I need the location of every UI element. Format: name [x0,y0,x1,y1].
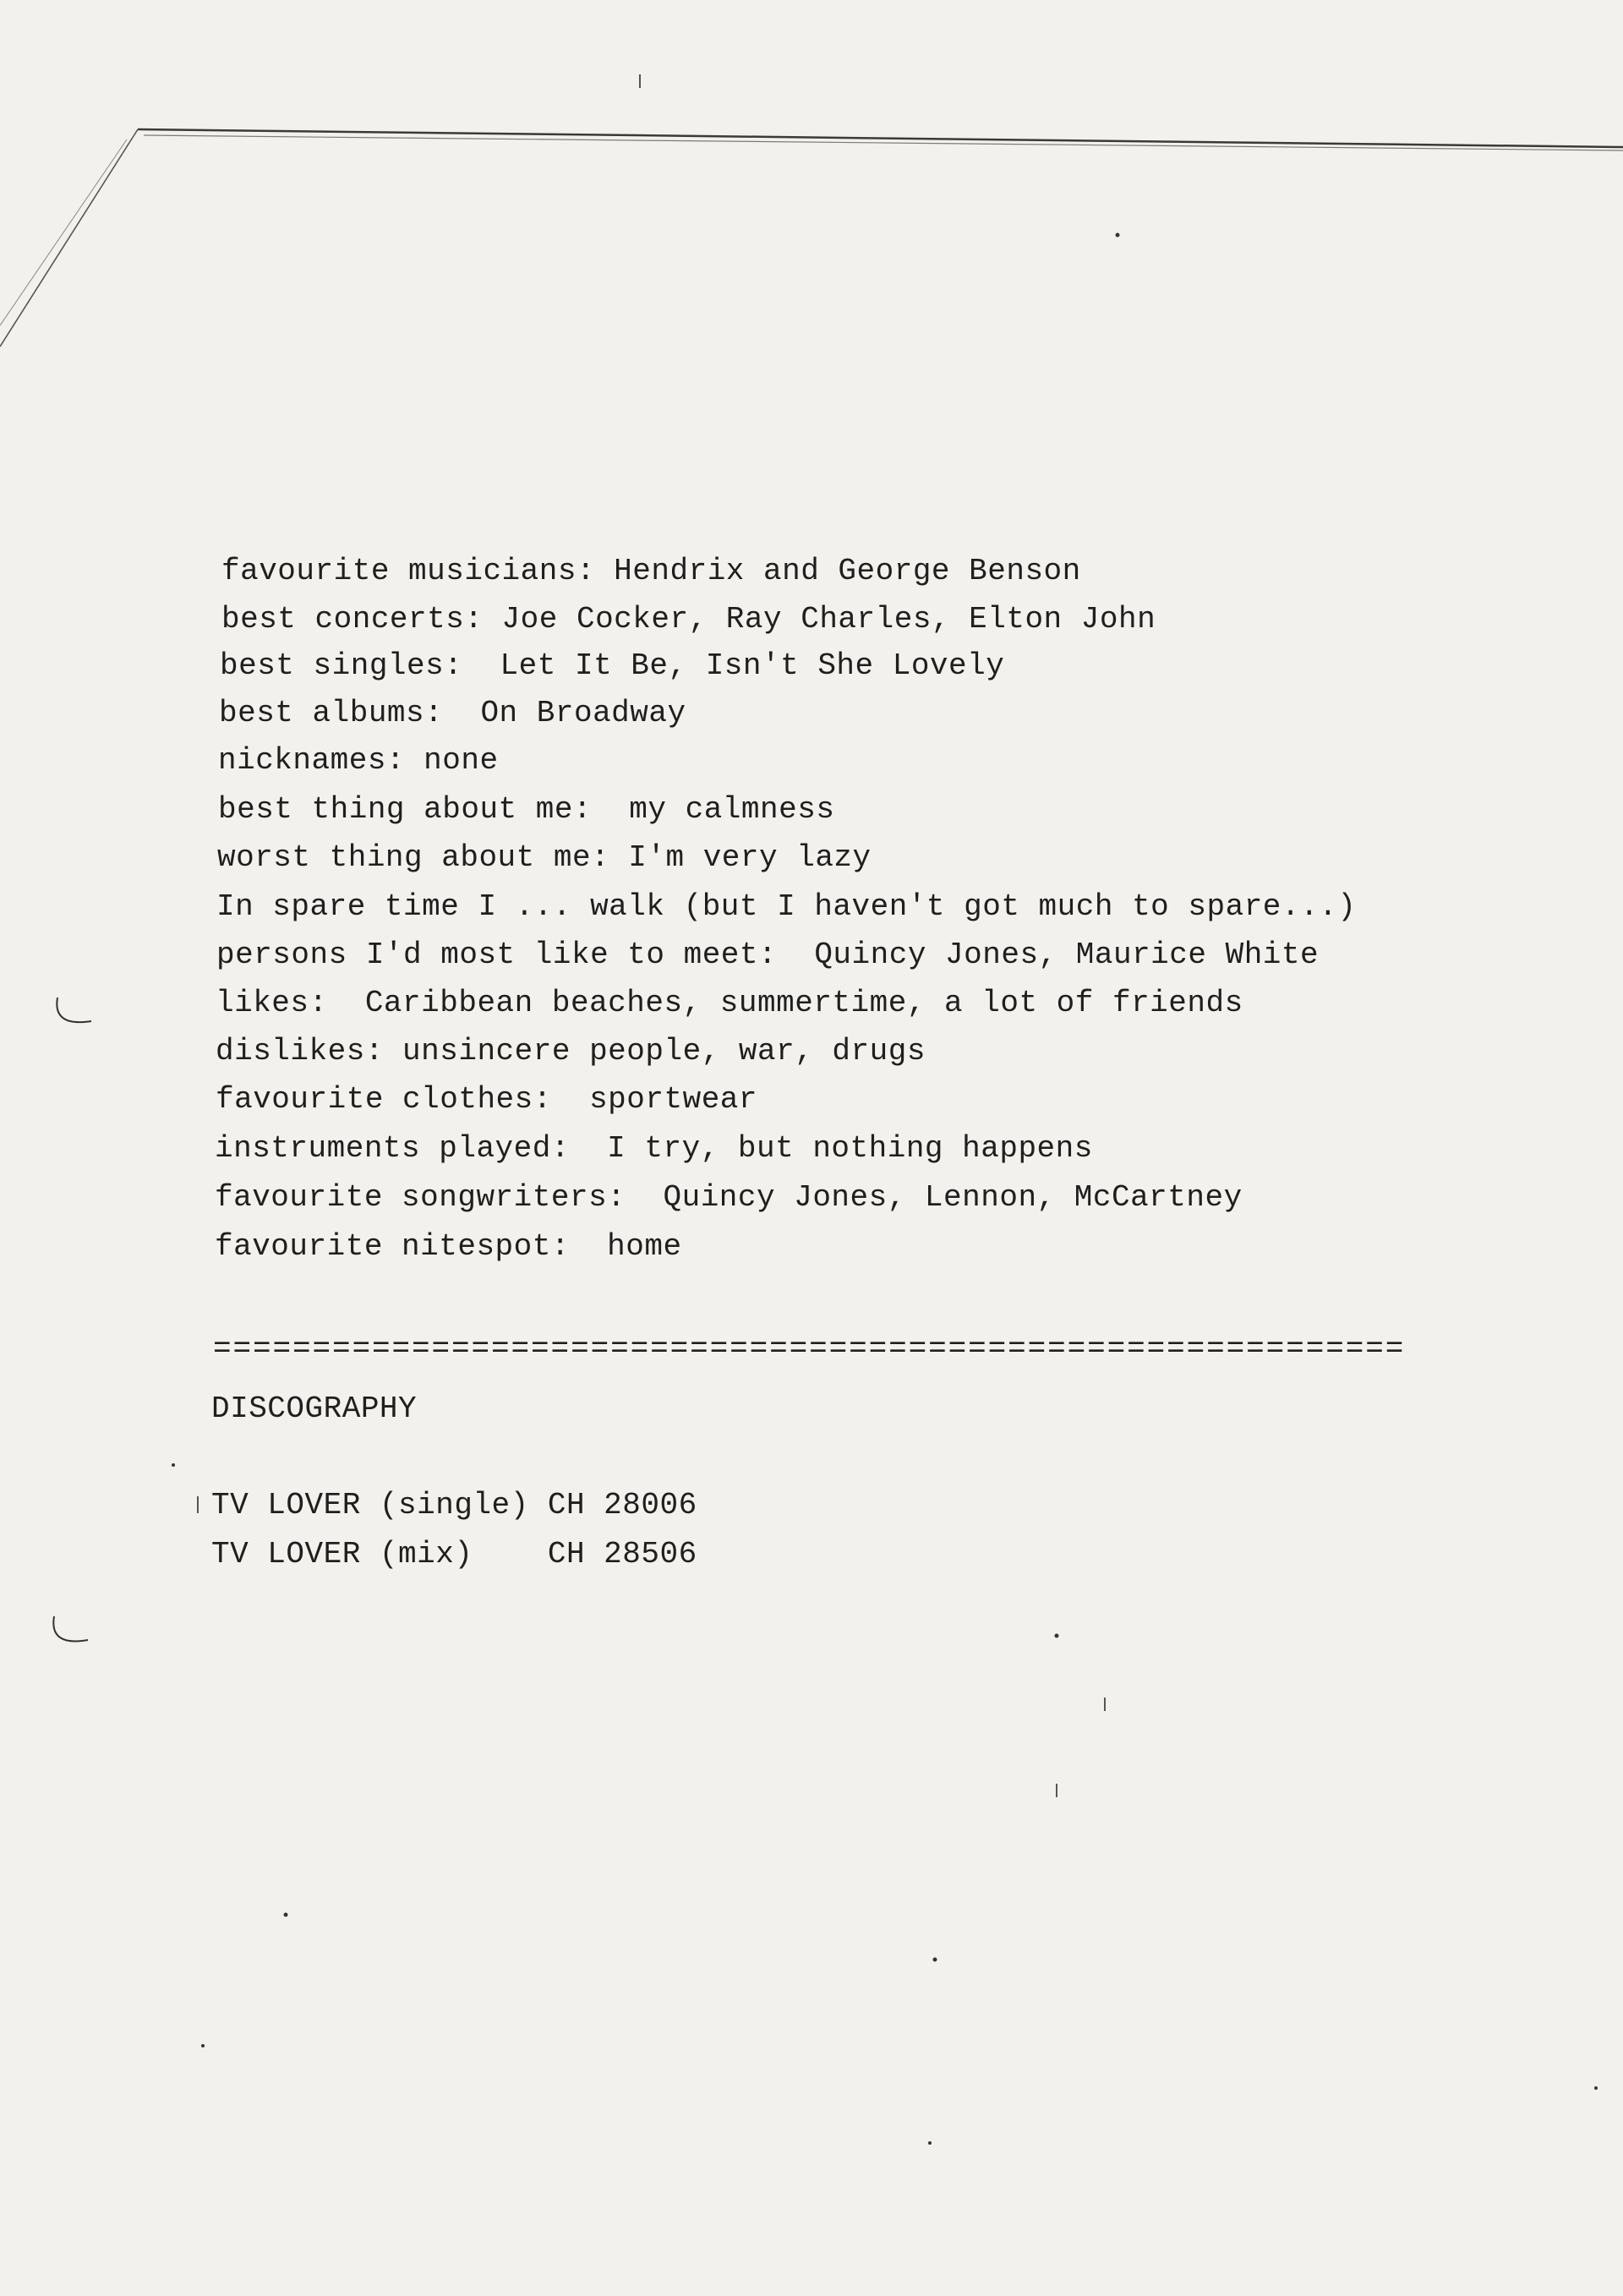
profile-line: best singles: Let It Be, Isn't She Lovely [220,648,1005,683]
profile-line: persons I'd most like to meet: Quincy Jones, Maurice White [216,938,1320,972]
discography-heading: DISCOGRAPHY [211,1391,418,1426]
profile-line: worst thing about me: I'm very lazy [217,840,872,875]
discography-entry: TV LOVER (single) CH 28006 [211,1488,697,1522]
profile-line: favourite musicians: Hendrix and George Benson [221,554,1081,588]
fold-line [0,129,138,347]
profile-line: likes: Caribbean beaches, summertime, a lot of friends [216,986,1243,1020]
speck [172,1463,175,1467]
speck [201,2044,205,2047]
profile-line: instruments played: I try, but nothing happens [215,1131,1093,1166]
speck [1594,2086,1598,2090]
profile-line: favourite songwriters: Quincy Jones, Lennon, McCartney [215,1180,1243,1215]
profile-line: In spare time I ... walk (but I haven't got much to spare...) [216,889,1357,924]
top-rule-line [138,129,1623,147]
speck [1116,233,1120,238]
profile-line: nicknames: none [218,743,499,778]
profile-line: favourite nitespot: home [215,1229,682,1264]
speck [933,1958,937,1962]
speck [928,2141,932,2145]
fold-line-faint [0,139,127,325]
profile-line: best concerts: Joe Cocker, Ray Charles, Elton John [221,602,1156,637]
discography-entry: TV LOVER (mix) CH 28506 [211,1537,697,1572]
punch-hole-mark-lower [53,1616,88,1641]
speck [284,1913,288,1917]
profile-line: favourite clothes: sportwear [216,1082,758,1117]
speck [1055,1634,1059,1638]
profile-line: best thing about me: my calmness [218,792,835,827]
punch-hole-mark-upper [57,998,91,1022]
profile-line: best albums: On Broadway [219,696,686,730]
separator-rule: ============================================================ [213,1331,1406,1366]
profile-line: dislikes: unsincere people, war, drugs [216,1034,926,1069]
